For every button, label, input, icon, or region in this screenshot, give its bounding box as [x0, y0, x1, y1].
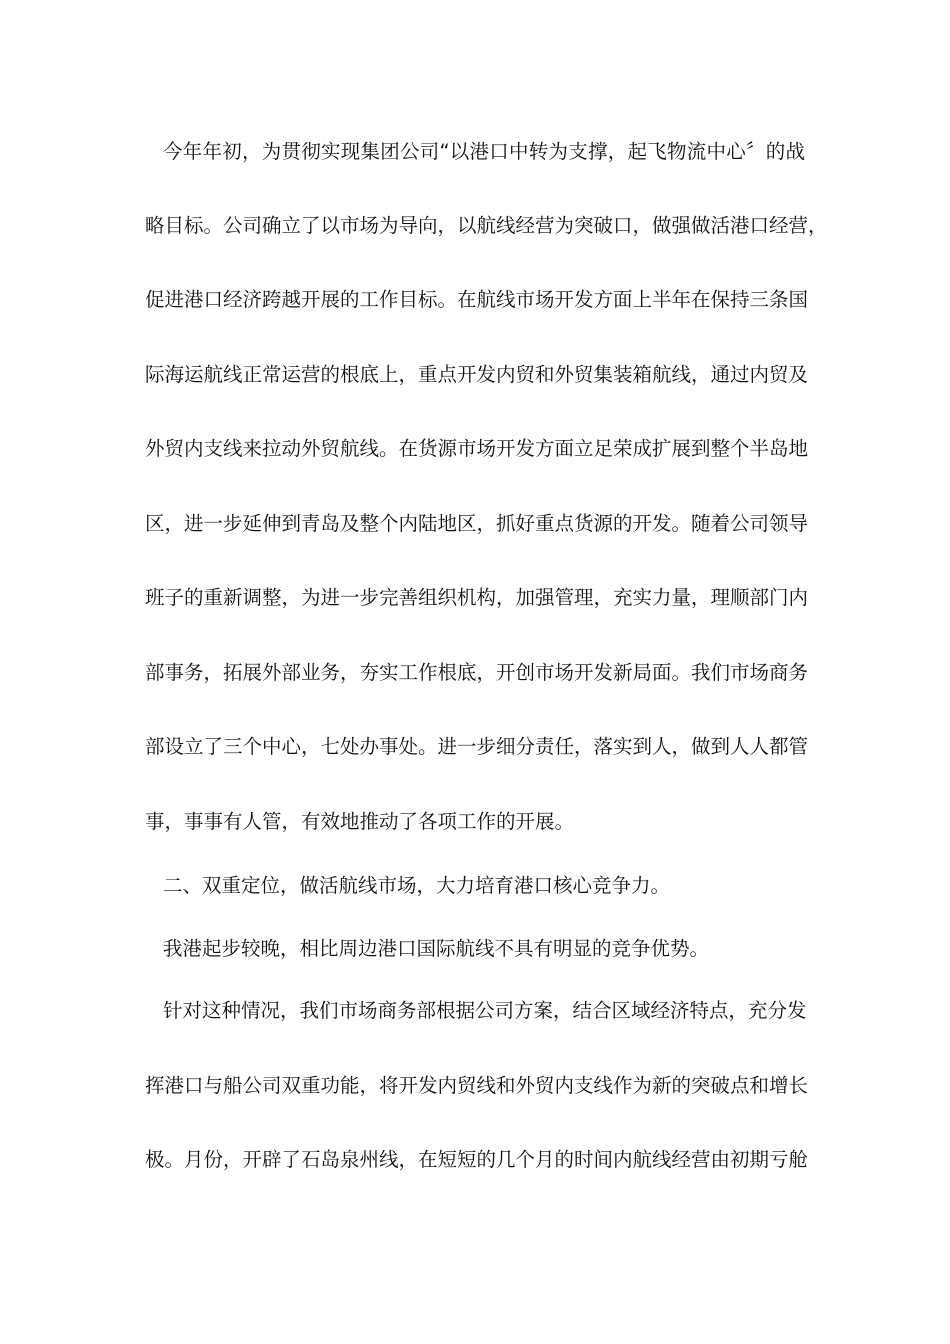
paragraph-line-14: 挥港口与船公司双重功能，将开发内贸线和外贸内支线作为新的突破点和增长 [145, 1074, 809, 1097]
paragraph-line-13: 针对这种情况，我们市场商务部根据公司方案，结合区域经济特点，充分发 [163, 999, 807, 1022]
paragraph-line-8: 部事务，拓展外部业务，夯实工作根底，开创市场开发新局面。我们市场商务 [145, 661, 809, 684]
paragraph-line-4: 际海运航线正常运营的根底上，重点开发内贸和外贸集装箱航线，通过内贸及 [145, 363, 809, 386]
paragraph-line-6: 区，进一步延伸到青岛及整个内陆地区，抓好重点货源的开发。随着公司领导 [145, 512, 809, 535]
paragraph-line-9: 部设立了三个中心，七处办事处。进一步细分责任，落实到人，做到人人都管 [145, 735, 809, 758]
paragraph-line-7: 班子的重新调整，为进一步完善组织机构，加强管理，充实力量，理顺部门内 [145, 586, 809, 609]
paragraph-line-15: 极。月份，开辟了石岛泉州线，在短短的几个月的时间内航线经营由初期亏舱 [145, 1148, 809, 1171]
paragraph-line-12: 我港起步较晚，相比周边港口国际航线不具有明显的竞争优势。 [163, 937, 710, 960]
paragraph-line-2: 略目标。公司确立了以市场为导向，以航线经营为突破口，做强做活港口经营， [145, 214, 828, 237]
paragraph-line-5: 外贸内支线来拉动外贸航线。在货源市场开发方面立足荣成扩展到整个半岛地 [145, 437, 809, 460]
paragraph-line-10: 事，事事有人管，有效地推动了各项工作的开展。 [145, 810, 575, 833]
section-heading: 二、双重定位，做活航线市场，大力培育港口核心竞争力。 [163, 874, 671, 897]
paragraph-line-3: 促进港口经济跨越开展的工作目标。在航线市场开发方面上半年在保持三条国 [145, 288, 809, 311]
paragraph-line-1: 今年年初，为贯彻实现集团公司“以港口中转为支撑，起飞物流中心〞的战 [163, 140, 805, 163]
